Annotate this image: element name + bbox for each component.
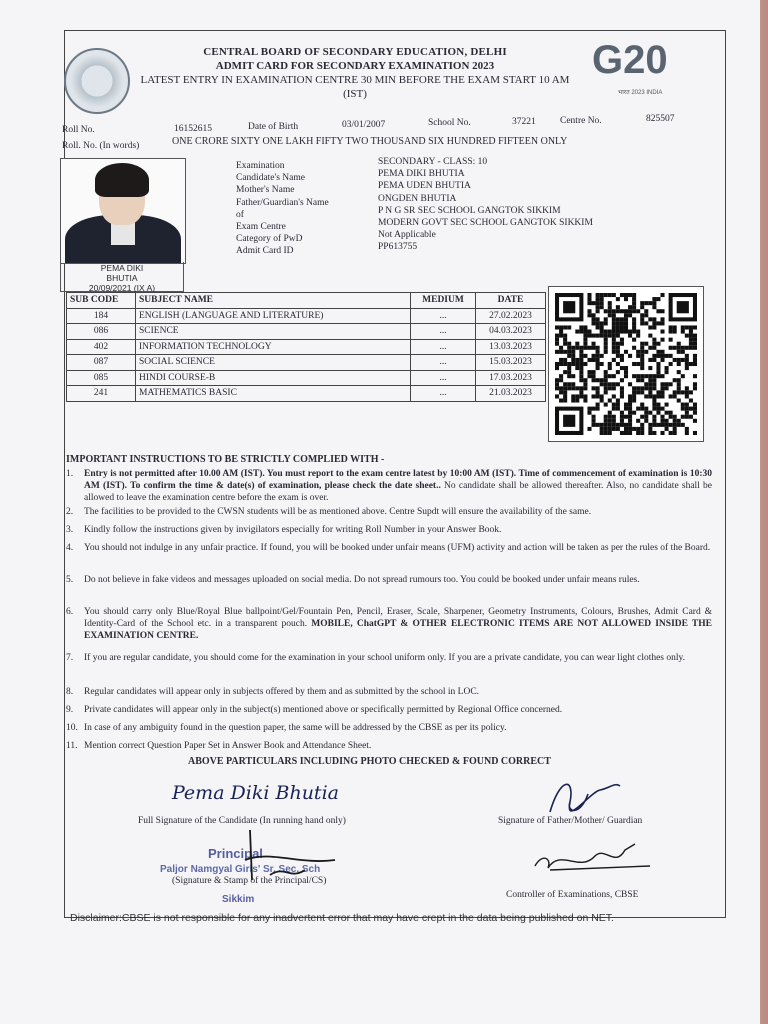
- controller-label: Controller of Examinations, CBSE: [506, 890, 639, 900]
- cell-date: 27.02.2023: [476, 308, 546, 324]
- roll-words-value: ONE CRORE SIXTY ONE LAKH FIFTY TWO THOUSAND SIX HUNDRED FIFTEEN ONLY: [172, 136, 568, 147]
- photo-date: 20/09/2021 (IX A): [88, 283, 156, 293]
- info-label: Exam Centre: [236, 222, 286, 233]
- info-values: [378, 156, 593, 254]
- table-row: [67, 339, 546, 355]
- instruction-6-bold: MOBILE, ChatGPT & OTHER ELECTRONIC ITEMS ARE NOT ALLOWED INSIDE THE EXAMINATION CENTRE.: [84, 619, 712, 642]
- instruction-11: 11. Mention correct Question Paper Set in Answer Book and Attendance Sheet.: [66, 740, 712, 752]
- col-date: DATE: [476, 293, 546, 309]
- table-row: [67, 308, 546, 324]
- instruction-5: 5. Do not believe in fake videos and messages uploaded on social media. Do not spread rumours too. You could be booked under unfair means rules.: [66, 574, 712, 586]
- instruction-9-text: Private candidates will appear only in the subject(s) mentioned above or specifically permitted by Regional Office concerned.: [84, 705, 563, 715]
- info-label: Mother's Name: [236, 185, 295, 196]
- cell-medium: ...: [411, 355, 476, 371]
- info-label: Candidate's Name: [236, 173, 305, 184]
- instruction-8: 8. Regular candidates will appear only in subjects offered by them and as submitted by the school in LOC.: [66, 686, 712, 698]
- col-medium: MEDIUM: [411, 293, 476, 309]
- cell-medium: ...: [411, 339, 476, 355]
- cell-date: 15.03.2023: [476, 355, 546, 371]
- instruction-9: 9. Private candidates will appear only in the subject(s) mentioned above or specifically permitted by Regional Office concerned.: [66, 704, 712, 716]
- info-value: P N G SR SEC SCHOOL GANGTOK SIKKIM: [378, 205, 561, 216]
- table-row: [67, 386, 546, 402]
- dob-value: 03/01/2007: [342, 120, 386, 130]
- g20-subtitle: भारत 2023 INDIA: [618, 90, 663, 96]
- particulars-checked: ABOVE PARTICULARS INCLUDING PHOTO CHECKED & FOUND CORRECT: [188, 756, 551, 767]
- qr-code: [548, 286, 704, 442]
- candidate-signature: Pema Diki Bhutia: [172, 782, 339, 804]
- cell-code: 086: [67, 324, 136, 340]
- cell-name: HINDI COURSE-B: [136, 370, 411, 386]
- dob-label: Date of Birth: [248, 122, 299, 132]
- instruction-4: 4. You should not indulge in any unfair practice. If found, you will be booked under unfair means (UFM) activity and action will be taken as per the rules of the Board.: [66, 543, 711, 553]
- subject-table: [66, 292, 546, 402]
- info-label: Examination: [236, 161, 285, 171]
- info-label: Father/Guardian's Name: [236, 197, 329, 208]
- cell-name: INFORMATION TECHNOLOGY: [136, 339, 411, 355]
- instruction-6: 6. You should carry only Blue/Royal Blue ballpoint/Gel/Fountain Pen, Pencil, Eraser, Scale, Sharpener, Geometry Instruments, Colours, Brushes, Admit Card & Identity-Card of the School etc. in a transparent pouch. MOBILE, ChatGPT & OTHER ELECTRONIC ITEMS ARE NOT ALLOWED INSIDE THE EXAMINATION CENTRE.: [66, 607, 712, 642]
- centre-value: 825507: [646, 114, 675, 124]
- disclaimer: Disclaimer:CBSE is not responsible for any inadvertent error that may have crept in the data being published on NET.: [70, 912, 614, 924]
- instruction-7-text: If you are regular candidate, you should come for the examination in your school uniform only. If you are a private candidate, you can wear light clothes only.: [84, 653, 686, 663]
- principal-stamp-school: Paljor Namgyal Girls' Sr. Sec. Sch: [160, 864, 321, 875]
- instruction-7: 7. If you are regular candidate, you should come for the examination in your school uniform only. If you are a private candidate, you can wear light clothes only.: [66, 652, 712, 664]
- roll-words-label: Roll. No. (In words): [62, 141, 140, 151]
- principal-stamp-place: Sikkim: [222, 894, 255, 905]
- candidate-photo: [60, 158, 186, 264]
- cell-name: SCIENCE: [136, 324, 411, 340]
- info-labels: [236, 160, 329, 258]
- cell-name: ENGLISH (LANGUAGE AND LITERATURE): [136, 308, 411, 324]
- principal-signature-label: (Signature & Stamp of the Principal/CS): [172, 876, 327, 886]
- instruction-11-text: Mention correct Question Paper Set in Answer Book and Attendance Sheet.: [84, 741, 372, 751]
- instruction-2-text: The facilities to be provided to the CWSN students will be as mentioned above. Centre Supdt will ensure the availability of the same.: [84, 507, 592, 517]
- cell-medium: ...: [411, 370, 476, 386]
- admit-card-title: ADMIT CARD FOR SECONDARY EXAMINATION 2023: [215, 60, 495, 72]
- cell-medium: ...: [411, 386, 476, 402]
- instruction-1: 1. Entry is not permitted after 10.00 AM (IST). You must report to the exam centre latest by 10:00 AM (IST). Time of commencement of examination is 10:30 AM (IST). To confirm the time & date(s) of examination, please check the date sheet.. No candidate shall be allowed thereafter. Also, no candidate shall be allowed to leave the examination centre before the exam is over.: [66, 469, 712, 504]
- cell-date: 17.03.2023: [476, 370, 546, 386]
- info-value: MODERN GOVT SEC SCHOOL GANGTOK SIKKIM: [378, 218, 593, 229]
- col-subject-name: SUBJECT NAME: [136, 293, 411, 309]
- instruction-3: 3. Kindly follow the instructions given by invigilators especially for writing Roll Number in your Answer Book.: [66, 524, 712, 536]
- instruction-2: 2. The facilities to be provided to the CWSN students will be as mentioned above. Centre Supdt will ensure the availability of the same.: [66, 506, 712, 518]
- info-value: PEMA DIKI BHUTIA: [378, 169, 465, 180]
- cell-code: 402: [67, 339, 136, 355]
- cell-code: 241: [67, 386, 136, 402]
- photo-caption: [60, 262, 184, 292]
- info-value: PP613755: [378, 242, 418, 253]
- cell-name: SOCIAL SCIENCE: [136, 355, 411, 371]
- instruction-4-text: You should not indulge in any unfair practice. If found, you will be booked under unfair means (UFM) activity and action will be taken as per the rules of the Board.: [84, 543, 711, 553]
- info-value: Not Applicable: [378, 230, 436, 241]
- instruction-1-rest: No candidate shall be allowed thereafter. Also, no candidate shall be allowed to leave the examination centre before the exam is over.: [84, 481, 712, 504]
- controller-signature-mark: [530, 838, 660, 878]
- cell-medium: ...: [411, 324, 476, 340]
- cell-name: MATHEMATICS BASIC: [136, 386, 411, 402]
- qr-code-icon: [555, 293, 697, 435]
- info-value: SECONDARY - CLASS: 10: [378, 157, 488, 167]
- candidate-signature-label: Full Signature of the Candidate (In running hand only): [138, 816, 346, 826]
- cell-code: 184: [67, 308, 136, 324]
- table-row: [67, 355, 546, 371]
- cell-date: 04.03.2023: [476, 324, 546, 340]
- table-row: [67, 370, 546, 386]
- instruction-8-text: Regular candidates will appear only in subjects offered by them and as submitted by the school in LOC.: [84, 687, 480, 697]
- info-label: of: [236, 209, 244, 220]
- roll-value: 16152615: [174, 124, 212, 134]
- cell-date: 13.03.2023: [476, 339, 546, 355]
- table-header-row: [67, 293, 546, 309]
- instruction-10: 10. In case of any ambiguity found in the question paper, the same will be addressed by the CBSE as per its policy.: [66, 722, 712, 734]
- cell-code: 087: [67, 355, 136, 371]
- instruction-5-text: Do not believe in fake videos and messages uploaded on social media. Do not spread rumours too. You could be booked under unfair means rules.: [84, 575, 640, 585]
- info-value: ONGDEN BHUTIA: [378, 193, 457, 204]
- instruction-6-text: You should carry only Blue/Royal Blue ballpoint/Gel/Fountain Pen, Pencil, Eraser, Scale, Sharpener, Geometry Instruments, Colours, Brushes, Admit Card & Identity-Card of the School etc. in a transparent pouch.: [84, 607, 712, 630]
- instruction-10-text: In case of any ambiguity found in the question paper, the same will be addressed by the CBSE as per its policy.: [84, 723, 507, 733]
- parent-signature-label: Signature of Father/Mother/ Guardian: [498, 816, 643, 826]
- cell-code: 085: [67, 370, 136, 386]
- ist-note: (IST): [343, 88, 367, 100]
- school-value: 37221: [512, 117, 536, 127]
- roll-label: Roll No.: [62, 125, 95, 135]
- col-sub-code: SUB CODE: [67, 293, 136, 309]
- info-label: Admit Card ID: [236, 246, 294, 257]
- info-value: PEMA UDEN BHUTIA: [378, 181, 471, 192]
- photo-name-line2: BHUTIA: [106, 273, 138, 283]
- principal-stamp-title: Principal: [208, 846, 263, 861]
- info-label: Category of PwD: [236, 234, 303, 245]
- table-row: [67, 324, 546, 340]
- latest-entry-note: LATEST ENTRY IN EXAMINATION CENTRE 30 MIN BEFORE THE EXAM START 10 AM: [140, 74, 570, 86]
- photo-name-line1: PEMA DIKI: [100, 263, 144, 273]
- instruction-1-bold: Entry is not permitted after 10.00 AM (IST). You must report to the exam centre latest by 10:00 AM (IST). Time of commencement of examination is 10:30 AM (IST). To confirm the time & date(s) of examination, please check the date sheet..: [84, 469, 712, 492]
- g20-logo: G20: [592, 38, 668, 82]
- instruction-3-text: Kindly follow the instructions given by invigilators especially for writing Roll Number in your Answer Book.: [84, 525, 502, 535]
- board-title: CENTRAL BOARD OF SECONDARY EDUCATION, DELHI: [203, 46, 507, 58]
- school-label: School No.: [428, 118, 471, 128]
- parent-signature-mark: [540, 772, 630, 822]
- cell-date: 21.03.2023: [476, 386, 546, 402]
- instructions-heading: IMPORTANT INSTRUCTIONS TO BE STRICTLY COMPLIED WITH -: [66, 454, 385, 465]
- centre-label: Centre No.: [560, 116, 602, 126]
- cell-medium: ...: [411, 308, 476, 324]
